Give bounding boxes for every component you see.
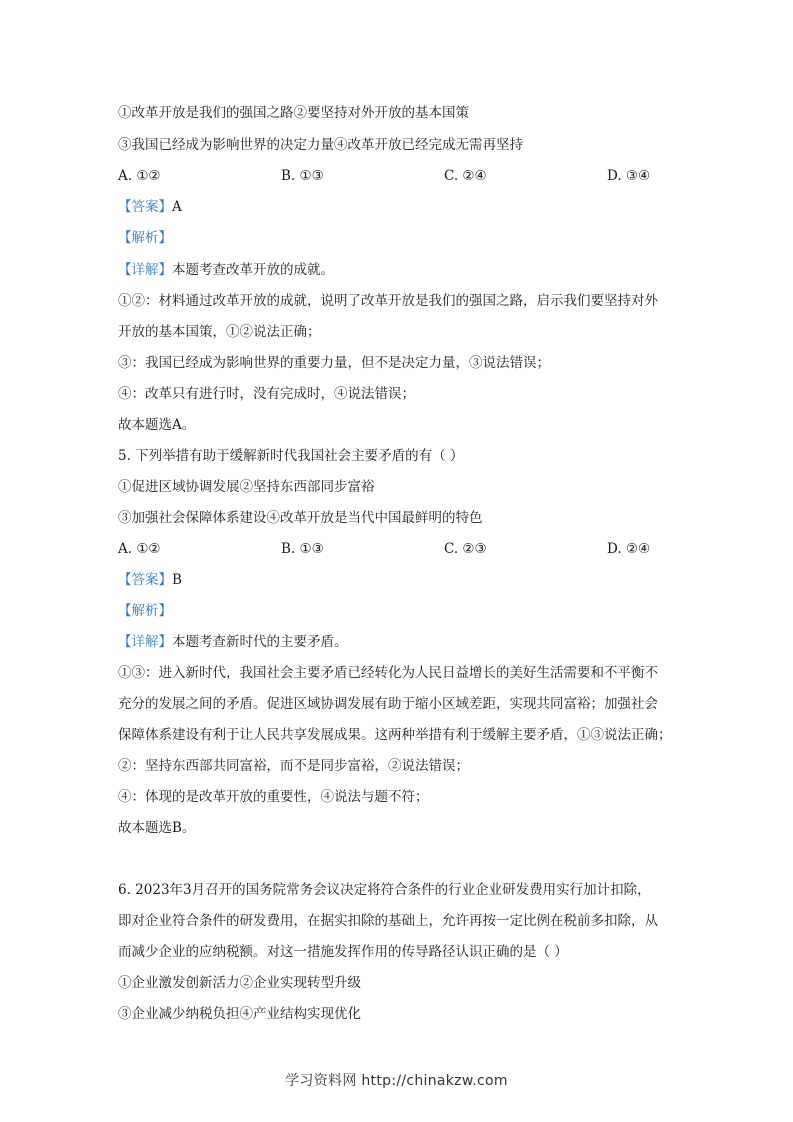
q4-answer-tag: 【答案】 xyxy=(118,199,172,215)
q5-answer-value: B xyxy=(172,572,182,588)
q5-answer xyxy=(118,570,688,590)
q5-options xyxy=(118,539,688,559)
q4-explanation-line: ③：我国已经成为影响世界的重要力量，但不是决定力量，③说法错误； xyxy=(118,355,550,371)
q5-answer-tag: 【答案】 xyxy=(118,572,172,588)
q5-item-line-2: ③加强社会保障体系建设④改革开放是当代中国最鲜明的特色 xyxy=(118,510,483,526)
q5-explanation-line: ④：体现的是改革开放的重要性，④说法与题不符； xyxy=(118,789,429,805)
q4-item-line-1: ①改革开放是我们的强国之路②要坚持对外开放的基本国策 xyxy=(118,105,469,121)
footer-source: 学习资料网 http://chinakzw.com xyxy=(285,1073,508,1089)
q5-option-b: B. ①③ xyxy=(281,541,324,557)
q5-analysis-heading xyxy=(118,601,688,621)
q4-option-c: C. ②④ xyxy=(444,168,487,184)
q5-option-a: A. ①② xyxy=(118,541,161,557)
q4-detail-text: 本题考查改革开放的成就。 xyxy=(172,262,334,278)
q6-item-line-1: ①企业激发创新活力②企业实现转型升级 xyxy=(118,975,361,991)
q4-analysis-tag: 【解析】 xyxy=(118,230,172,246)
q5-explanation-line: ②：坚持东西部共同富裕，而不是同步富裕，②说法错误； xyxy=(118,758,469,774)
q4-answer-value: A xyxy=(172,199,182,215)
q4-analysis-heading xyxy=(118,228,688,248)
q5-detail xyxy=(118,632,688,652)
q4-detail-tag: 【详解】 xyxy=(118,262,172,278)
q4-option-a: A. ①② xyxy=(118,168,161,184)
q6-stem-line: 而减少企业的应纳税额。对这一措施发挥作用的传导路径认识正确的是（ ） xyxy=(118,944,568,960)
q4-item-line-2: ③我国已经成为影响世界的决定力量④改革开放已经完成无需再坚持 xyxy=(118,137,523,153)
q5-explanation-line: 保障体系建设有利于让人民共享发展成果。这两种举措有利于缓解主要矛盾，①③说法正确； xyxy=(118,727,672,743)
q5-explanation-line: ①③：进入新时代，我国社会主要矛盾已经转化为人民日益增长的美好生活需要和不平衡不 xyxy=(118,665,658,681)
q5-stem: 5. 下列举措有助于缓解新时代我国社会主要矛盾的有（ ） xyxy=(118,448,464,464)
q6-item-line-2: ③企业减少纳税负担④产业结构实现优化 xyxy=(118,1006,361,1022)
q4-option-b: B. ①③ xyxy=(281,168,324,184)
q6-stem-line: 即对企业符合条件的研发费用，在据实扣除的基础上，允许再按一定比例在税前多扣除，从 xyxy=(118,913,658,929)
q4-detail xyxy=(118,260,688,280)
q5-detail-text: 本题考查新时代的主要矛盾。 xyxy=(172,634,348,650)
q5-detail-tag: 【详解】 xyxy=(118,634,172,650)
q4-explanation-line: ①②：材料通过改革开放的成就，说明了改革开放是我们的强国之路，启示我们要坚持对外 xyxy=(118,293,658,309)
q4-answer xyxy=(118,197,688,217)
q5-item-line-1: ①促进区域协调发展②坚持东西部同步富裕 xyxy=(118,479,375,495)
q4-explanation-line: ④：改革只有进行时，没有完成时，④说法错误； xyxy=(118,386,415,402)
q4-option-d: D. ③④ xyxy=(607,168,651,184)
q4-explanation-line: 开放的基本国策，①②说法正确； xyxy=(118,324,321,340)
q5-option-d: D. ②④ xyxy=(607,541,651,557)
q5-explanation-line: 充分的发展之间的矛盾。促进区域协调发展有助于缩小区域差距，实现共同富裕；加强社会 xyxy=(118,696,658,712)
q6-stem-line: 6. 2023年3月召开的国务院常务会议决定将符合条件的行业企业研发费用实行加计扣除， xyxy=(118,882,651,898)
q5-option-c: C. ②③ xyxy=(444,541,487,557)
q5-explanation-line: 故本题选B。 xyxy=(118,820,196,836)
q4-explanation-line: 故本题选A。 xyxy=(118,417,196,433)
q4-options xyxy=(118,166,688,186)
q5-analysis-tag: 【解析】 xyxy=(118,603,172,619)
